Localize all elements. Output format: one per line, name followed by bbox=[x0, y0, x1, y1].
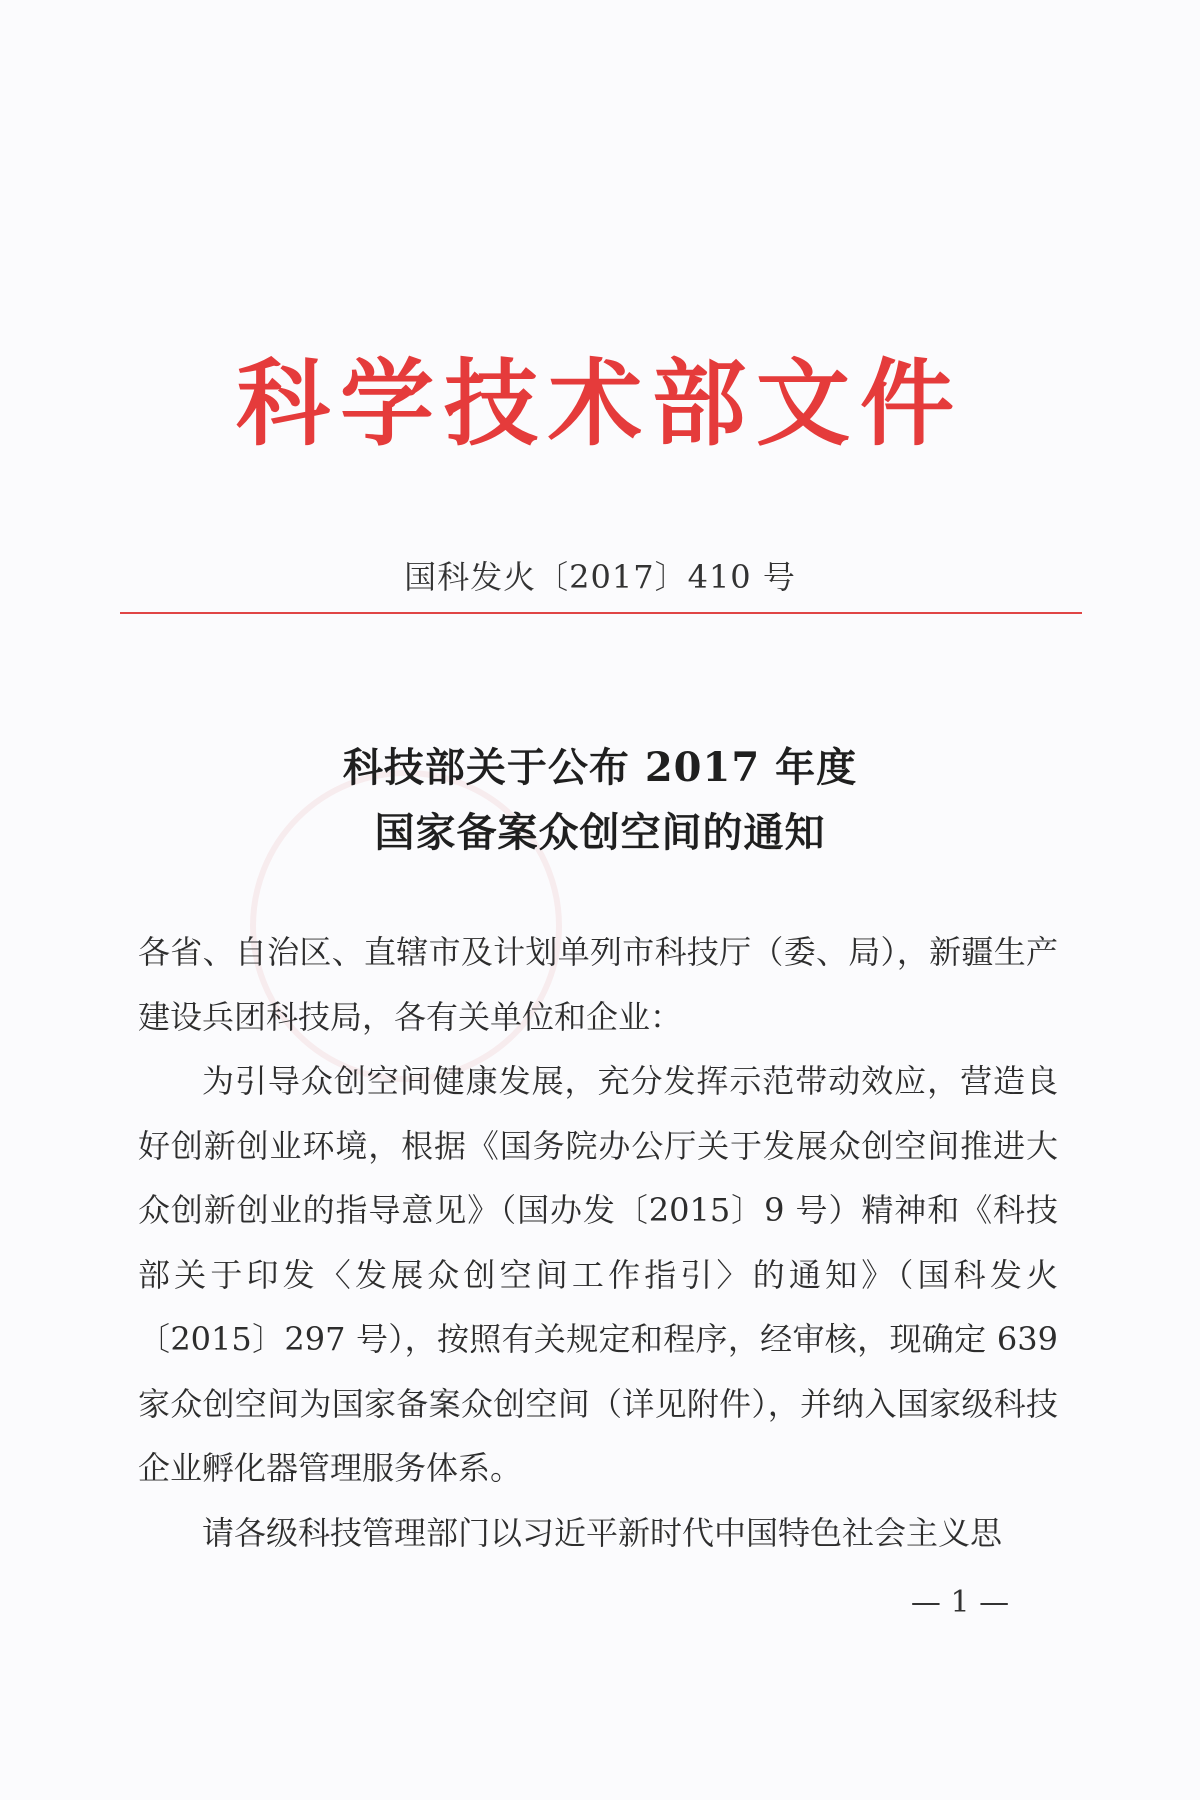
body-paragraph-1: 为引导众创空间健康发展，充分发挥示范带动效应，营造良好创新创业环境，根据《国务院办公厅关于发展众创空间推进大众创新创业的指导意见》（国办发〔2015〕9 号）精神和《科技部关于印发〈发展众创空间工作指引〉的通知》（国科发火〔2015〕297 号），按照有关规定和程序，经审核，现确定 639 家众创空间为国家备案众创空间（详见附件），并纳入国家级科技企业孵化器管理服务体系。 bbox=[138, 1062, 1058, 1487]
notice-body bbox=[138, 920, 1058, 1565]
document-number: 国科发火〔2017〕410 号 bbox=[404, 558, 796, 596]
salutation: 各省、自治区、直辖市及计划单列市科技厅（委、局），新疆生产建设兵团科技局，各有关单位和企业： bbox=[138, 933, 1058, 1036]
page-number: — 1 — bbox=[910, 1585, 1010, 1620]
notice-title-line1: 科技部关于公布 2017 年度 bbox=[342, 744, 858, 791]
notice-title bbox=[0, 735, 1200, 865]
notice-title-line2: 国家备案众创空间的通知 bbox=[374, 809, 826, 856]
body-paragraph-2: 请各级科技管理部门以习近平新时代中国特色社会主义思 bbox=[202, 1513, 1003, 1552]
document-header-title: 科学技术部文件 bbox=[235, 350, 964, 459]
red-divider-line bbox=[120, 612, 1082, 614]
